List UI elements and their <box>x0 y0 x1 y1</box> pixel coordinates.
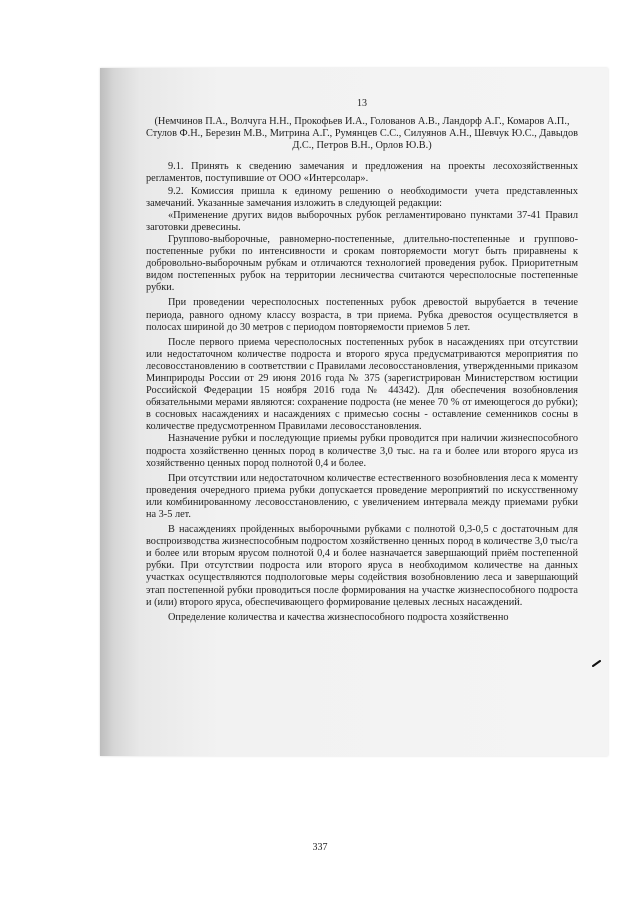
paragraph-quote-start: «Применение других видов выборочных рубок регламентировано пунктами 37-41 Правил заготовки древесины. <box>146 209 578 233</box>
authors-list: (Немчинов П.А., Волчуга Н.Н., Прокофьев И.А., Голованов А.В., Ландорф А.Г., Комаров А.П., Стулов Ф.Н., Березин М.В., Митрина А.Г., Румянцев С.С., Силуянов А.Н., Шевчук Ю.С., Давыдов Д.С., Петров В.Н., Орлов Ю.В.) <box>146 116 578 152</box>
paragraph-determination: Определение количества и качества жизнеспособного подроста хозяйственно <box>168 611 509 623</box>
paragraph-assignment: Назначение рубки и последующие приемы рубки проводится при наличии жизнеспособного подроста хозяйственно ценных пород в количестве 3,0 тыс. на га и более или второго яруса из хозяйственно ценных пород полнотой 0,4 и более. <box>146 433 578 469</box>
paragraph-9-1: 9.1. Принять к сведению замечания и предложения на проекты лесохозяйственных регламентов, поступившие от ООО «Интерсолар». <box>146 161 578 185</box>
paragraph-insufficient-regeneration: При отсутствии или недостаточном количестве естественного возобновления леса к моменту проведения очередного приема рубки допускается проведение мероприятий по искусственному или комбинированному лесовосстановлению, с увеличением интервала между приемами рубки на 3-5 лет. <box>146 472 578 520</box>
paragraph-final-cut: В насаждениях пройденных выборочными рубками с полнотой 0,3-0,5 с достаточным для воспроизводства жизнеспособным подростом хозяйственно ценных пород в количестве 3,0 тыс/га и более или вторым ярусом полнотой 0,4 и более назначается завершающий приём постепенной рубки. При отсутствии подроста или второго яруса в необходимом количестве на данных участках осуществляются подпологовые меры содействия возобновлению леса и завершающий этап постепенной рубки проводиться после формирования на участке жизнеспособного подроста и (или) второго яруса, обеспечивающего формирование целевых лесных насаждений. <box>146 524 578 608</box>
paragraph-strip-cutting: При проведении чересполосных постепенных рубок древостой вырубается в течение периода, равного одному классу возраста, в три приема. Рубка древостоя осуществляется в полосах шириной до 30 метров с периодом повторяемости приемов 5 лет. <box>146 297 578 333</box>
paragraph-after-first-cut: После первого приема чересполосных постепенных рубок в насаждениях при отсутствии или недостаточном количестве подроста и второго яруса предусматриваются мероприятия по лесовосстановлению в соответствии с Правилами лесовосстановления, утвержденными приказом Минприроды России от 29 июня 2016 года № 375 (зарегистрирован Министерством юстиции Российской Федерации 15 ноября 2016 года № 44342). Для обеспечения возобновления обязательными мерами являются: сохранение подроста (не менее 70 % от имеющегося до рубки); в сосновых насаждениях и насаждениях с примесью сосны - оставление семенников сосны в количестве предусмотренном Правилами лесовосстановления. <box>146 336 578 433</box>
page-number-top: 13 <box>357 98 367 109</box>
paragraph-group-selective: Группово-выборочные, равномерно-постепенные, длительно-постепенные и группово-постепенные рубки по интенсивности и срокам повторяемости могут быть приравнены к добровольно-выборочным рубкам и отличаются технологией проведения рубок. Приоритетным видом постепенных рубок на территории лесничества считаются чересполосные постепенные рубки. <box>146 233 578 294</box>
pen-checkmark-icon <box>592 659 601 668</box>
document-body <box>146 98 578 624</box>
paragraph-9-2: 9.2. Комиссия пришла к единому решению о необходимости учета представленных замечаний. Указанные замечания изложить в следующей редакции: <box>146 185 578 209</box>
page-number-bottom: 337 <box>312 842 328 853</box>
